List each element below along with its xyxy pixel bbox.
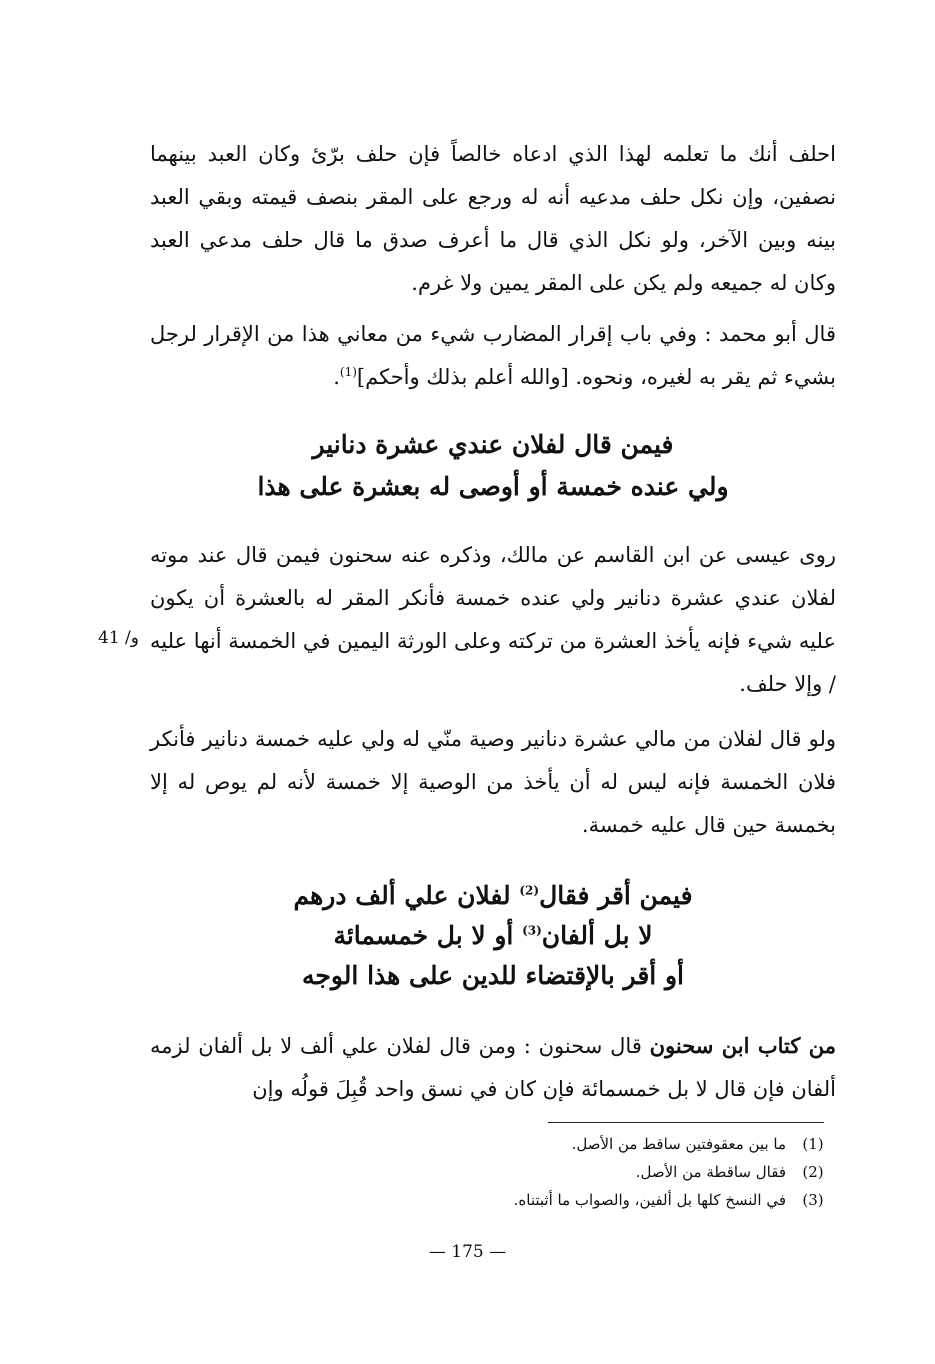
footnote-text: فقال ساقطة من الأصل. (635, 1163, 786, 1181)
heading-2-line-1-part-b: لفلان علي ألف درهم (293, 881, 520, 910)
footnote-number: (3) (802, 1191, 824, 1209)
paragraph-5 (150, 1024, 836, 1111)
section-heading-2 (150, 876, 836, 996)
footnote-item (380, 1158, 826, 1186)
paragraph-2-end: . (333, 365, 340, 389)
section-heading-1-line-1: فيمن قال لفلان عندي عشرة دنانير (312, 430, 674, 459)
footnote-item (380, 1130, 826, 1158)
heading-2-line-2-part-b: أو لا بل خمسمائة (333, 921, 523, 950)
source-book-title: من كتاب ابن سحنون (649, 1033, 837, 1058)
footnote-item (380, 1186, 826, 1214)
footnote-ref-3: (3) (522, 923, 542, 938)
section-heading-2-line-2 (150, 916, 836, 956)
footnote-ref-1: (1) (339, 365, 357, 379)
footnote-ref-2: (2) (519, 883, 540, 898)
paragraph-1: احلف أنك ما تعلمه لهذا الذي ادعاه خالصاً فإن حلف برّئ وكان العبد بينهما نصفين، وإن نكل حلف مدعيه أنه له ورجع على المقر بنصف قيمته وبقي العبد بينه وبين الآخر، ولو نكل الذي قال ما أعرف صدق ما قال حلف مدعي العبد وكان له جميعه ولم يكن على المقر يمين ولا غرم. (150, 142, 836, 295)
paragraph-3: روى عيسى عن ابن القاسم عن مالك، وذكره عنه سحنون فيمن قال عند موته لفلان عندي عشرة دنانير ولي عنده خمسة فأنكر المقر له بالعشرة أن يكون عليه شيء فإنه يأخذ العشرة من تركته وعلى الورثة اليمين في الخمسة أنها عليه / وإلا حلف. (150, 543, 836, 696)
paragraph-4: ولو قال لفلان من مالي عشرة دنانير وصية منّي له ولي عليه خمسة دنانير فأنكر فلان الخمسة فإنه ليس له أن يأخذ من الوصية إلا خمسة لأنه لم يوص له إلا بخمسة حين قال عليه خمسة. (150, 727, 836, 837)
manuscript-folio-note: 41 /و (98, 628, 139, 648)
footnote-number: (1) (802, 1135, 824, 1153)
footnote-text: في النسخ كلها بل ألفين، والصواب ما أثبتناه. (513, 1191, 786, 1209)
footnote-separator (548, 1122, 824, 1123)
footnote-text: ما بين معقوفتين ساقط من الأصل. (571, 1135, 786, 1153)
paragraph-2 (150, 313, 836, 399)
page-number: — 175 — (428, 1242, 507, 1262)
heading-2-line-1-part-a: فيمن أقر فقال (539, 881, 693, 910)
paragraph-2-text: قال أبو محمد : وفي باب إقرار المضارب شيء من معاني هذا من الإقرار لرجل بشيء ثم يقر به لغيره، ونحوه. [والله أعلم بذلك وأحكم] (150, 322, 836, 389)
section-heading-2-line-1 (150, 876, 836, 916)
section-heading-1-line-2: ولي عنده خمسة أو أوصى له بعشرة على هذا (257, 472, 729, 501)
paragraph-5-text: قال سحنون : ومن قال لفلان علي ألف لا بل ألفان لزمه ألفان فإن قال لا بل خمسمائة فإن كان في نسق واحد قُبِلَ قولُه وإن (150, 1034, 836, 1101)
section-heading-1 (150, 424, 836, 508)
heading-2-line-2-part-a: لا بل ألفان (541, 921, 653, 950)
footnote-number: (2) (802, 1163, 824, 1181)
section-heading-2-line-3: أو أقر بالإقتضاء للدين على هذا الوجه (302, 961, 684, 990)
footnotes-list (380, 1130, 826, 1214)
